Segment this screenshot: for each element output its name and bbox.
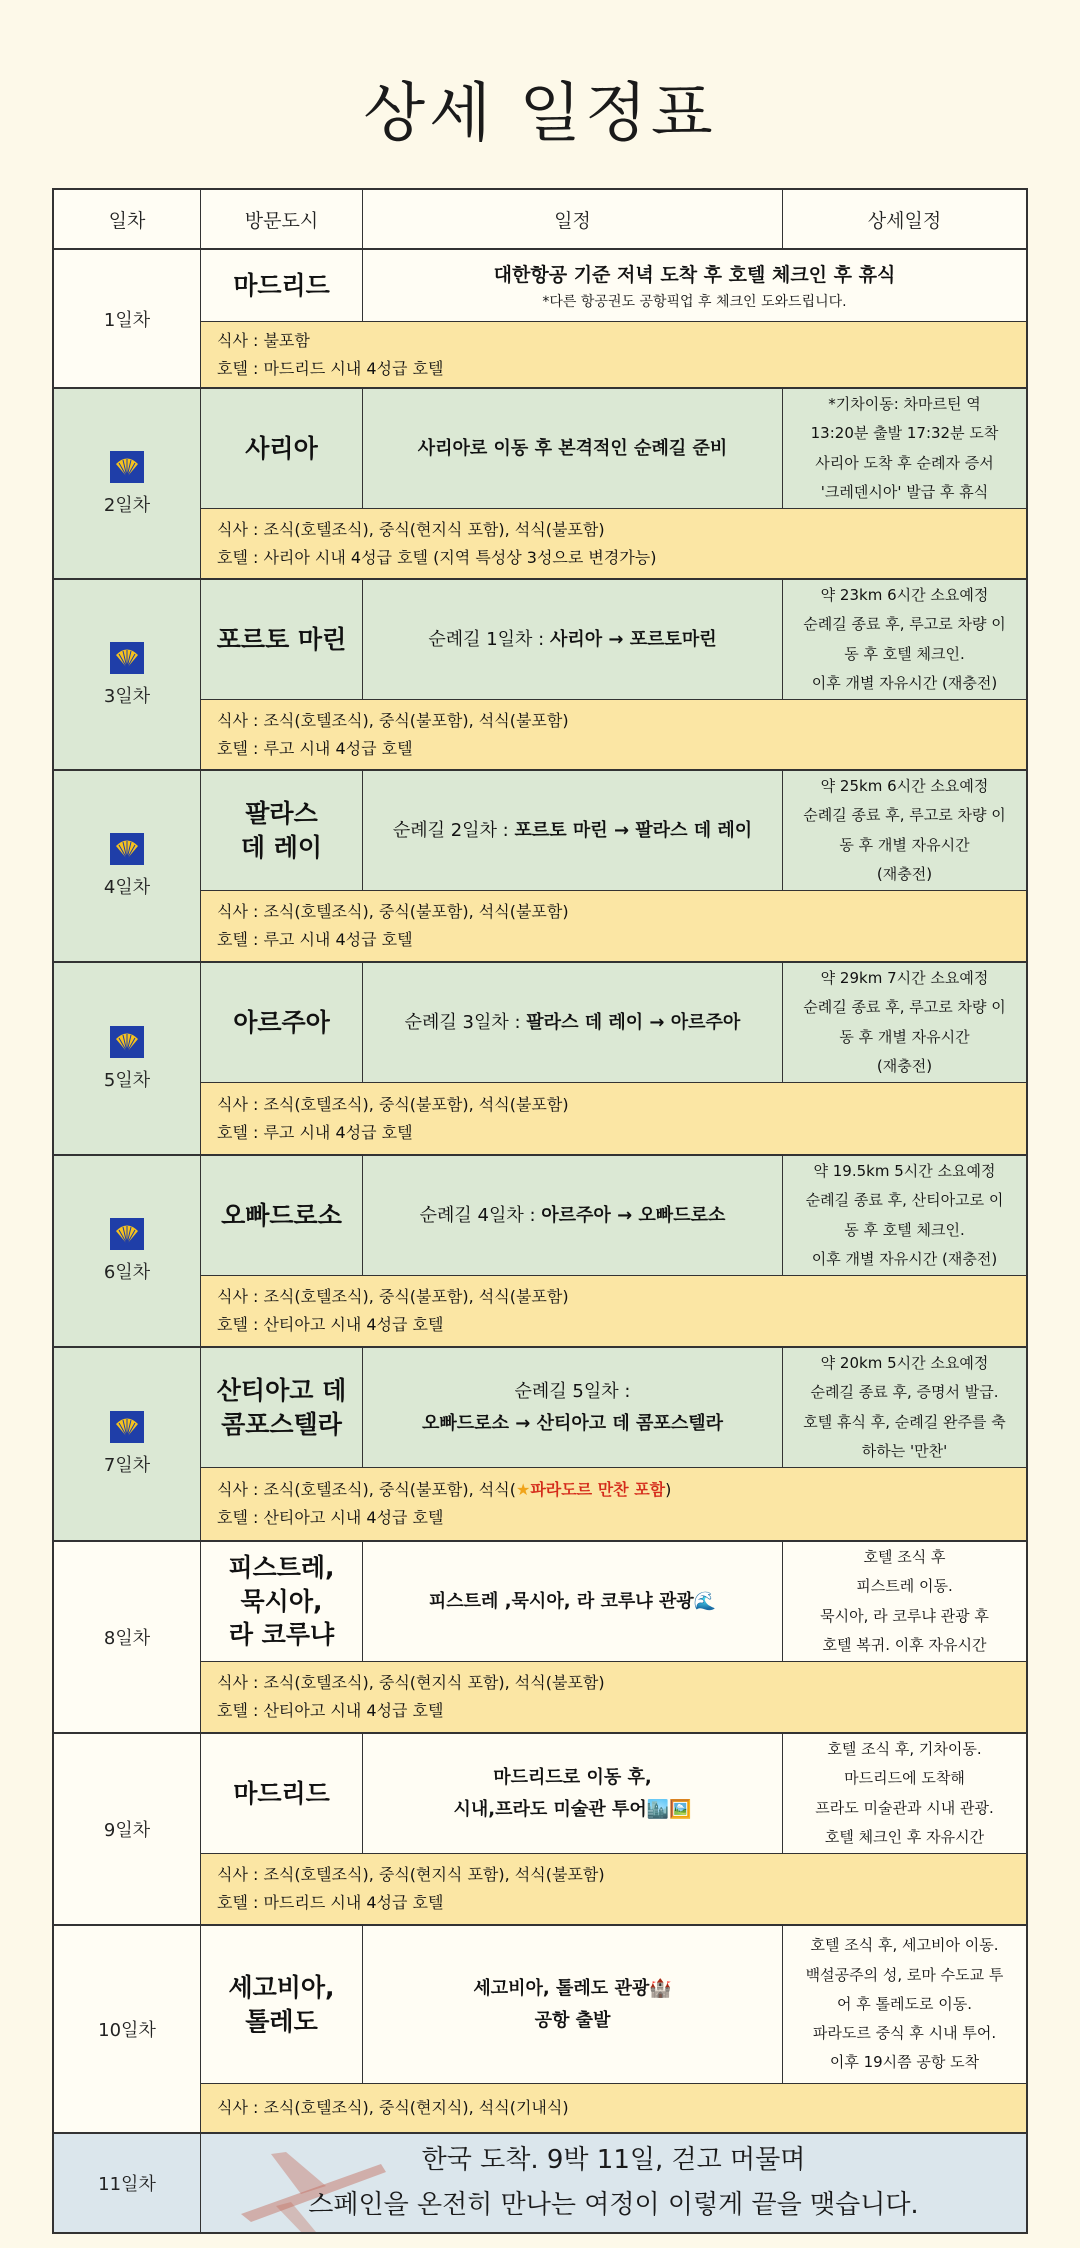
city-name: 산티아고 데 콤포스텔라 [201, 1348, 363, 1467]
detail-cell: 호텔 조식 후 피스트레 이동. 묵시아, 라 코루냐 관광 후 호텔 복귀. 이후 자유시간 [820, 1548, 989, 1654]
day-label: 3일차 [103, 685, 151, 707]
hotel-text: 호텔 : 루고 시내 4성급 호텔 [217, 1122, 413, 1142]
meal-hotel-bar [201, 891, 1026, 961]
schedule-cell [363, 1926, 783, 2083]
city-name: 아르주아 [201, 963, 363, 1082]
city-name: 팔라스 데 레이 [201, 771, 363, 890]
detail-cell: *기차이동: 차마르틴 역 13:20분 출발 17:32분 도착 사리아 도착 후 순례자 증서 '크레덴시아' 발급 후 휴식 [810, 395, 999, 501]
itinerary-table [52, 188, 1028, 2234]
day-cell [54, 771, 201, 961]
day-main [201, 389, 1026, 509]
meal-prefix: 식사 : 조식(호텔조식), 중식(불포함), 석식( [217, 1480, 516, 1499]
city-name: 포르토 마린 [201, 580, 363, 699]
day-label: 8일차 [103, 1628, 151, 1649]
detail-cell: 약 25km 6시간 소요예정 순례길 종료 후, 루고로 차량 이 동 후 개별 자유시간 (재충전) [803, 777, 1006, 883]
day-cell [54, 963, 201, 1154]
day-label: 1일차 [103, 309, 151, 331]
header-schedule: 일정 [363, 190, 783, 248]
scallop-shell-icon [110, 642, 144, 674]
schedule-line-1: 세고비아, 톨레도 관광🏰 [473, 1978, 672, 1999]
day-row-1 [54, 250, 1026, 389]
day-cell [54, 1156, 201, 1346]
day-main [201, 1348, 1026, 1468]
scallop-shell-icon [110, 1026, 144, 1058]
city-name: 세고비아, 톨레도 [201, 1926, 363, 2083]
day-row-8 [54, 1542, 1026, 1734]
city-name: 마드리드 [201, 250, 363, 321]
detail-cell: 약 19.5km 5시간 소요예정 순례길 종료 후, 산티아고로 이 동 후 호텔 체크인. 이후 개별 자유시간 (재충전) [805, 1162, 1004, 1268]
day-cell [54, 389, 201, 578]
day-row-9 [54, 1734, 1026, 1926]
schedule-text: 피스트레 ,묵시아, 라 코루냐 관광🌊 [428, 1590, 717, 1612]
scallop-shell-icon [110, 451, 144, 483]
day-cell [54, 1348, 201, 1540]
day-row-3 [54, 580, 1026, 771]
schedule-cell [363, 1348, 783, 1467]
meal-suffix: ) [665, 1480, 672, 1499]
day-cell [54, 2134, 201, 2232]
meal-text: 식사 : 조식(호텔조식), 중식(현지식), 석식(기내식) [217, 2098, 569, 2117]
schedule-route: 포르토 마린 → 팔라스 데 레이 [514, 819, 753, 841]
day-main [201, 1926, 1026, 2084]
meal-text [217, 1476, 1010, 1504]
schedule-text: 사리아로 이동 후 본격적인 순례길 준비 [417, 437, 728, 459]
schedule-prefix: 순례길 1일차 : [428, 628, 550, 650]
day-cell [54, 1542, 201, 1732]
day-row-5 [54, 963, 1026, 1156]
meal-text: 식사 : 조식(호텔조식), 중식(현지식 포함), 석식(불포함) [217, 519, 605, 539]
day-cell [54, 250, 201, 387]
header-detail: 상세일정 [867, 209, 942, 232]
header-day: 일차 [54, 190, 201, 248]
day-main [201, 250, 1026, 322]
hotel-text: 호텔 : 마드리드 시내 4성급 호텔 [217, 358, 444, 378]
hotel-text: 호텔 : 루고 시내 4성급 호텔 [217, 738, 413, 758]
closing-line-1: 한국 도착. 9박 11일, 걷고 머물며 [421, 2144, 806, 2175]
day-main [201, 1156, 1026, 1276]
day-row-2 [54, 389, 1026, 580]
detail-cell: 약 20km 5시간 소요예정 순례길 종료 후, 증명서 발급. 호텔 휴식 후, 순례길 완주를 축 하하는 '만찬' [803, 1354, 1006, 1460]
schedule-route: 아르주아 → 오빠드로소 [541, 1204, 726, 1226]
day-cell [54, 1734, 201, 1924]
day-label: 2일차 [103, 494, 151, 516]
meal-text: 식사 : 조식(호텔조식), 중식(불포함), 석식(불포함) [217, 1094, 569, 1114]
day-label: 11일차 [98, 2174, 156, 2195]
day-cell [54, 1926, 201, 2132]
schedule-route: 사리아 → 포르토마린 [549, 628, 717, 650]
star-icon: ★ [515, 1480, 531, 1499]
schedule-prefix: 순례길 4일차 : [419, 1204, 542, 1226]
schedule-cell [363, 580, 783, 699]
header-city: 방문도시 [201, 190, 363, 248]
day-label: 4일차 [103, 877, 151, 898]
schedule-route: 오빠드로소 → 산티아고 데 콤포스텔라 [422, 1412, 723, 1434]
schedule-prefix: 순례길 5일차 : [514, 1381, 631, 1402]
schedule-text: 대한항공 기준 저녁 도착 후 호텔 체크인 후 휴식 [493, 264, 896, 286]
schedule-line-2: 시내,프라도 미술관 투어🏙️🖼️ [453, 1798, 692, 1820]
day-cell [54, 580, 201, 769]
meal-hotel-bar [201, 700, 1026, 769]
hotel-text: 호텔 : 산티아고 시내 4성급 호텔 [217, 1701, 444, 1720]
detail-cell: 약 23km 6시간 소요예정 순례길 종료 후, 루고로 차량 이 동 후 호텔 체크인. 이후 개별 자유시간 (재충전) [803, 586, 1006, 692]
hotel-text: 호텔 : 산티아고 시내 4성급 호텔 [217, 1315, 444, 1334]
hotel-text: 호텔 : 루고 시내 4성급 호텔 [217, 930, 413, 949]
day-row-4 [54, 771, 1026, 963]
meal-text: 식사 : 조식(호텔조식), 중식(현지식 포함), 석식(불포함) [217, 1865, 605, 1884]
day-label: 6일차 [103, 1262, 151, 1283]
day-main [201, 1542, 1026, 1662]
meal-hotel-bar [201, 509, 1026, 578]
schedule-cell [363, 1734, 783, 1853]
schedule-cell [363, 771, 783, 890]
schedule-cell [363, 250, 1026, 321]
day-row-10 [54, 1926, 1026, 2134]
schedule-prefix: 순례길 2일차 : [392, 819, 515, 841]
day-label: 9일차 [103, 1820, 151, 1841]
day-row-6 [54, 1156, 1026, 1348]
schedule-cell [363, 389, 783, 508]
city-name: 사리아 [201, 389, 363, 508]
schedule-prefix: 순례길 3일차 : [404, 1011, 527, 1033]
meal-hotel-bar [201, 1854, 1026, 1924]
meal-hotel-bar [201, 1468, 1026, 1540]
meal-hotel-bar [201, 322, 1026, 387]
city-name: 마드리드 [201, 1734, 363, 1853]
day-main [201, 580, 1026, 700]
meal-highlight: 파라도르 만찬 포함 [530, 1480, 666, 1499]
day-main [201, 963, 1026, 1083]
page-title: 상세 일정표 [363, 77, 717, 151]
day-label: 10일차 [98, 2020, 156, 2041]
meal-hotel-bar [201, 1083, 1026, 1154]
schedule-cell [363, 1542, 783, 1661]
detail-cell: 호텔 조식 후, 세고비아 이동. 백설공주의 성, 로마 수도교 투 어 후 톨레도로 이동. 파라도르 중식 후 시내 투어. 이후 19시쯤 공항 도착 [805, 1936, 1004, 2072]
meal-text: 식사 : 불포함 [217, 330, 310, 350]
day-main [201, 1734, 1026, 1854]
day-label: 5일차 [103, 1069, 151, 1091]
meal-hotel-bar [201, 1276, 1026, 1346]
meal-hotel-bar [201, 2084, 1026, 2132]
schedule-note: *다른 항공권도 공항픽업 후 체크인 도와드립니다. [542, 294, 847, 310]
scallop-shell-icon [110, 833, 144, 865]
hotel-text: 호텔 : 사리아 시내 4성급 호텔 (지역 특성상 3성으로 변경가능) [217, 547, 657, 567]
meal-hotel-bar [201, 1662, 1026, 1732]
schedule-cell [363, 963, 783, 1082]
city-name: 피스트레, 묵시아, 라 코루냐 [201, 1542, 363, 1661]
day-row-7 [54, 1348, 1026, 1542]
schedule-line-2: 공항 출발 [534, 2009, 611, 2031]
detail-cell: 약 29km 7시간 소요예정 순례길 종료 후, 루고로 차량 이 동 후 개별 자유시간 (재충전) [803, 969, 1006, 1075]
meal-text: 식사 : 조식(호텔조식), 중식(불포함), 석식(불포함) [217, 1287, 569, 1306]
meal-text: 식사 : 조식(호텔조식), 중식(불포함), 석식(불포함) [217, 710, 569, 730]
schedule-route: 팔라스 데 레이 → 아르주아 [526, 1011, 741, 1033]
table-header [54, 190, 1026, 250]
meal-text: 식사 : 조식(호텔조식), 중식(불포함), 석식(불포함) [217, 902, 569, 921]
day-main [201, 771, 1026, 891]
scallop-shell-icon [110, 1411, 144, 1443]
meal-text: 식사 : 조식(호텔조식), 중식(현지식 포함), 석식(불포함) [217, 1673, 605, 1692]
schedule-line-1: 마드리드로 이동 후, [493, 1767, 652, 1788]
hotel-text: 호텔 : 마드리드 시내 4성급 호텔 [217, 1893, 444, 1912]
hotel-text: 호텔 : 산티아고 시내 4성급 호텔 [217, 1508, 444, 1527]
day-row-11 [54, 2134, 1026, 2232]
day-label: 7일차 [103, 1455, 151, 1476]
city-name: 오빠드로소 [201, 1156, 363, 1275]
closing-line-2: 스페인을 온전히 만나는 여정이 이렇게 끝을 맺습니다. [308, 2190, 919, 2220]
scallop-shell-icon [110, 1218, 144, 1250]
schedule-cell [363, 1156, 783, 1275]
detail-cell: 호텔 조식 후, 기차이동. 마드리드에 도착해 프라도 미술관과 시내 관광. 호텔 체크인 후 자유시간 [815, 1740, 994, 1846]
closing-cell [201, 2134, 1026, 2232]
